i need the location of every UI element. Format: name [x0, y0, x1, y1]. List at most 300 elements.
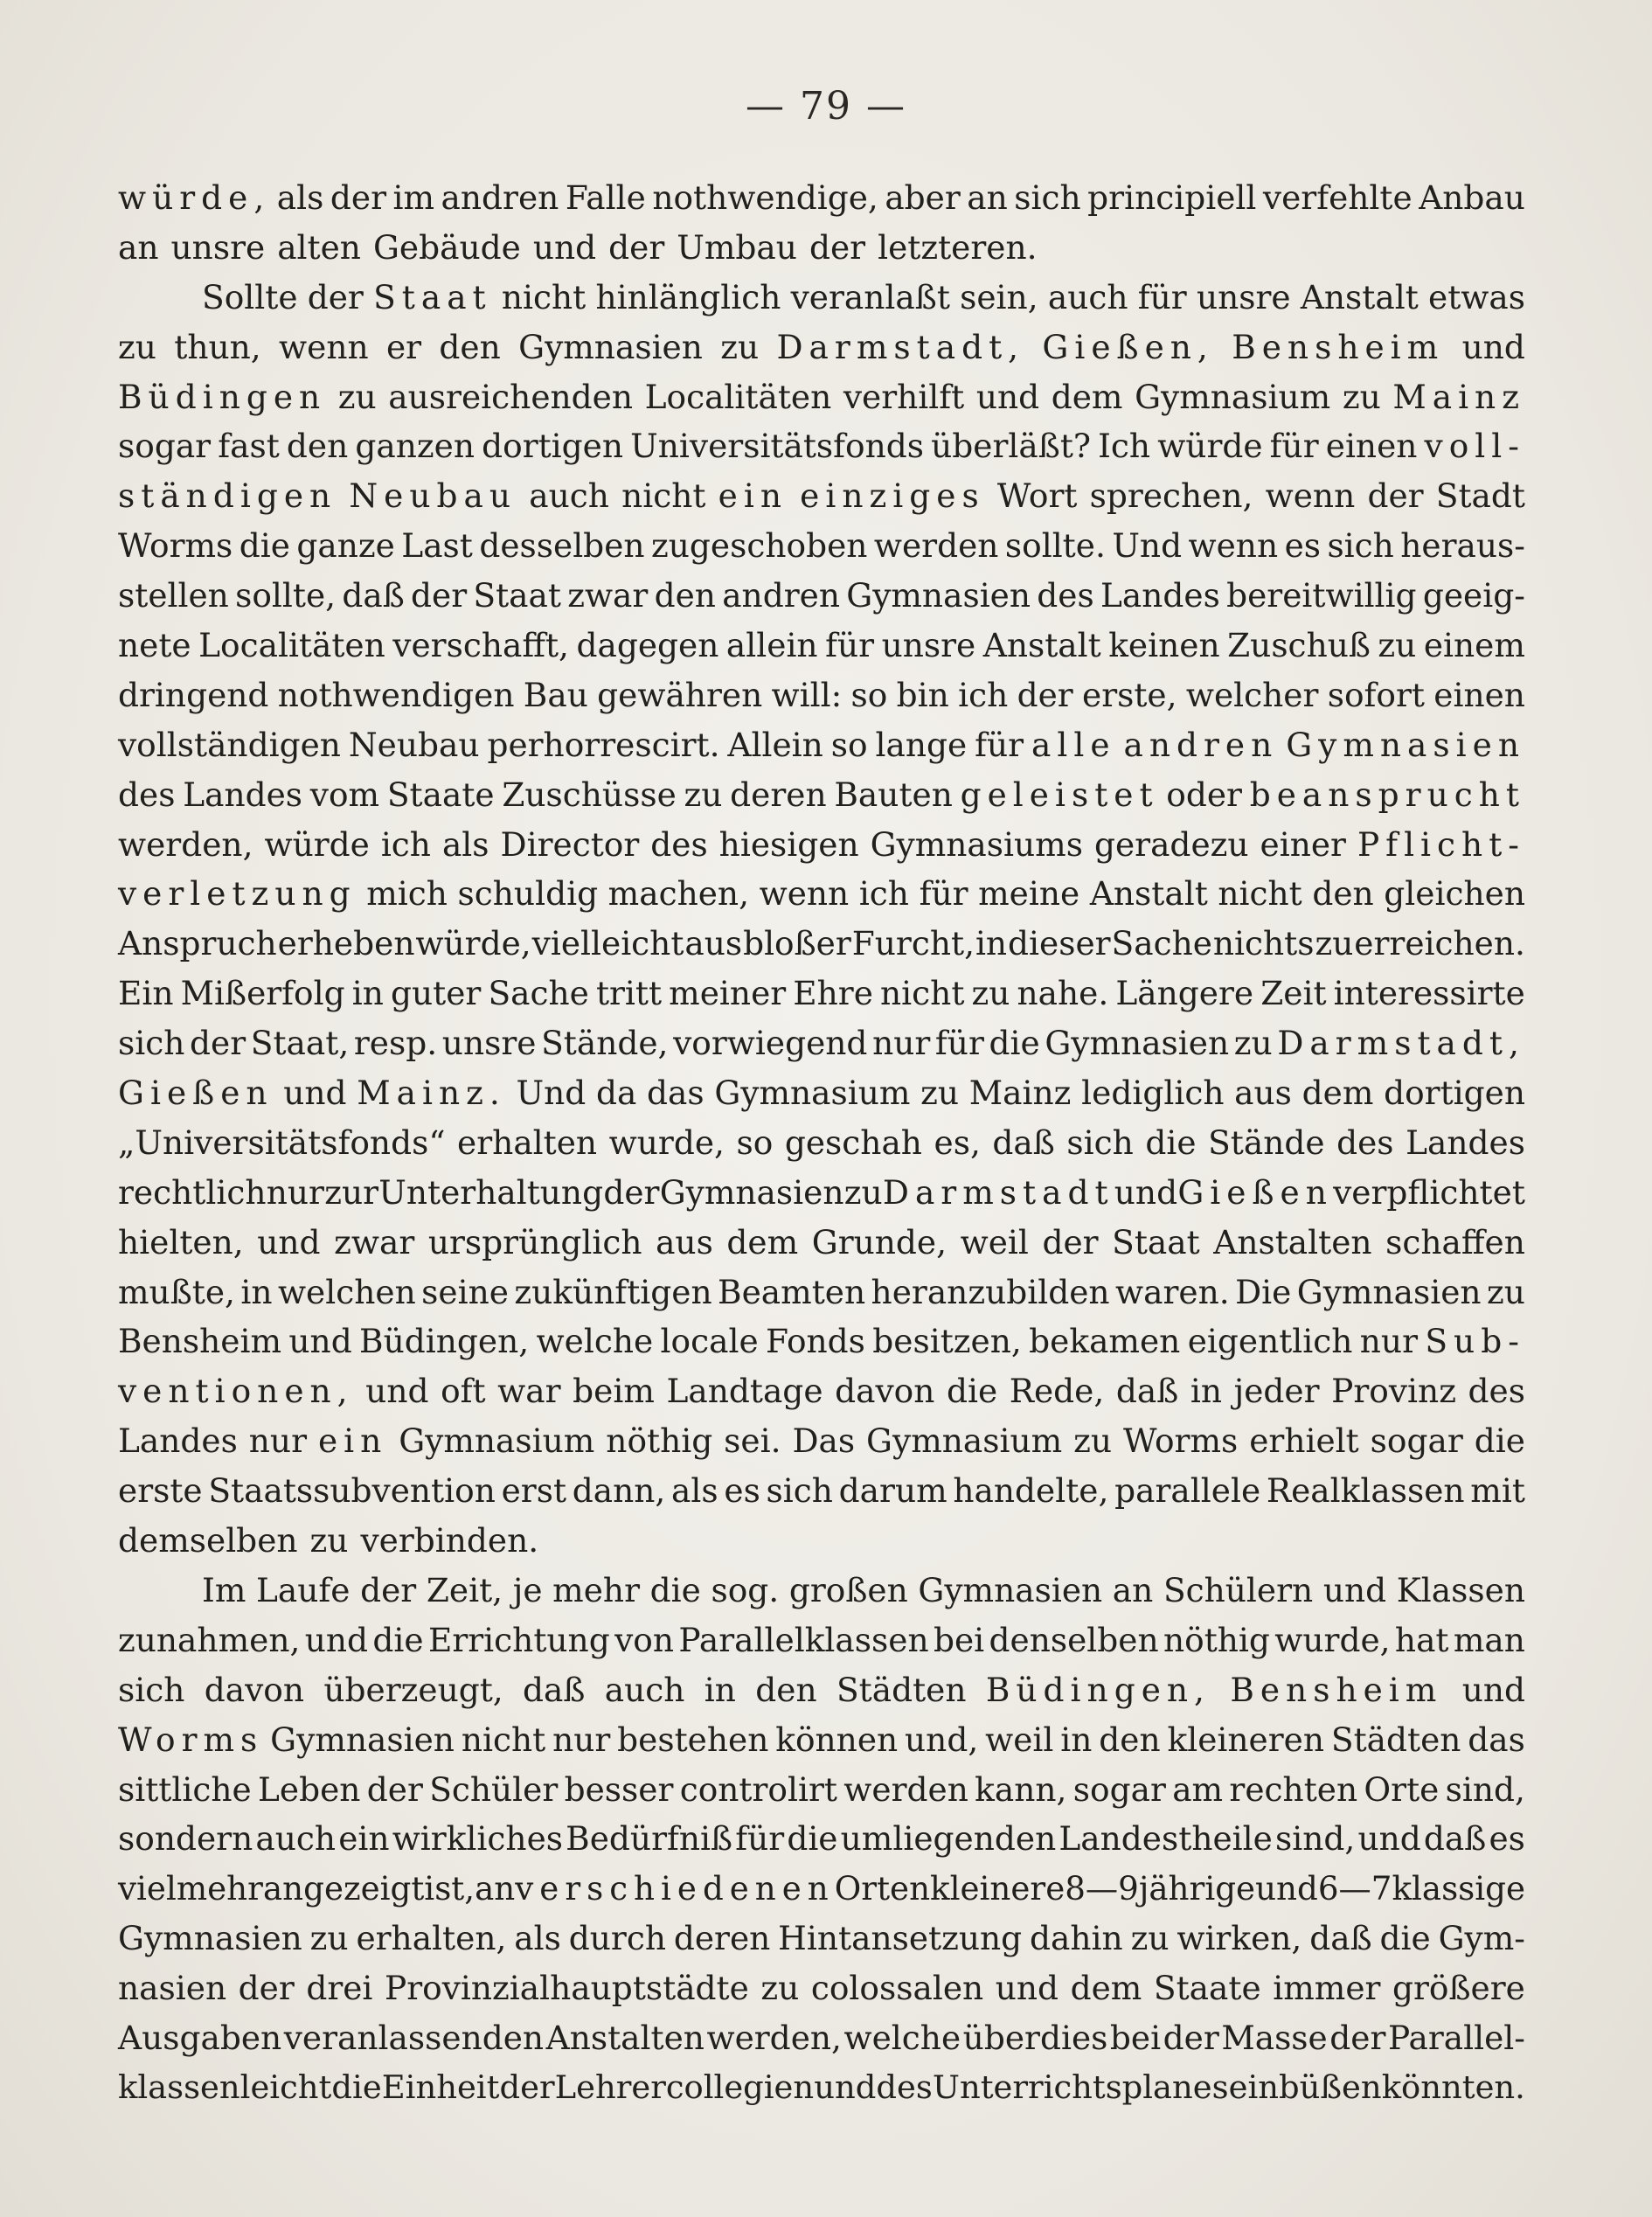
- spaced-word: andren: [1123, 725, 1279, 764]
- text-line: [118, 323, 1525, 372]
- text-line: [118, 1914, 1525, 1963]
- word: etwas: [1428, 277, 1525, 316]
- word: Falle: [565, 178, 646, 217]
- spaced-word: geleistet: [960, 775, 1159, 814]
- word: es: [1489, 1819, 1525, 1859]
- text-line: [118, 820, 1525, 870]
- word: fast: [218, 427, 280, 466]
- word: Ich: [1098, 427, 1151, 466]
- word: auch: [529, 476, 609, 516]
- word: der: [1329, 2018, 1386, 2057]
- word: der: [809, 227, 866, 267]
- word: daß: [1309, 1919, 1372, 1958]
- word: geeig-: [1422, 576, 1525, 615]
- word: ursprünglich: [427, 1222, 642, 1261]
- word: Ein: [118, 974, 174, 1013]
- word: Sache: [488, 974, 589, 1013]
- word: unsre: [881, 626, 976, 665]
- word: verbinden.: [360, 1521, 539, 1560]
- text-line: [118, 173, 1525, 223]
- word: der: [307, 277, 364, 316]
- word: Leben: [258, 1769, 361, 1809]
- word: in: [351, 974, 384, 1013]
- word: und: [1357, 1819, 1421, 1859]
- word: und: [1461, 1670, 1525, 1709]
- word: für: [975, 725, 1024, 764]
- word: Neubau: [348, 725, 480, 764]
- spaced-word: Gymnasien: [1286, 725, 1525, 764]
- text-line: [118, 1516, 1525, 1566]
- word: meiner: [669, 974, 787, 1013]
- word: Realklassen: [1266, 1471, 1465, 1511]
- spaced-word: ständigen: [118, 476, 337, 516]
- word: den: [654, 576, 716, 615]
- page-number: — 79 —: [746, 84, 906, 129]
- word: meine: [978, 874, 1080, 914]
- text-line: [118, 720, 1525, 770]
- word: des: [118, 775, 176, 814]
- word: den: [1312, 874, 1374, 914]
- word: welchen: [277, 1272, 416, 1311]
- word: kleineren: [1167, 1720, 1325, 1759]
- word: mußte,: [118, 1272, 235, 1311]
- word: durch: [568, 1919, 666, 1958]
- text-line: [118, 1466, 1525, 1516]
- word: es: [724, 1471, 760, 1511]
- word: sogar: [1072, 1769, 1166, 1809]
- word: dann,: [572, 1471, 666, 1511]
- word: rechten: [1229, 1769, 1358, 1809]
- word: zu: [1315, 924, 1354, 963]
- word: dieser: [1008, 924, 1111, 963]
- word: zunahmen,: [118, 1620, 301, 1659]
- word: geschah: [784, 1122, 922, 1162]
- word: den: [286, 427, 349, 466]
- word: dahin: [1030, 1919, 1123, 1958]
- word: der: [1017, 675, 1073, 714]
- word: so: [850, 675, 888, 714]
- word: Furcht,: [851, 924, 975, 963]
- text-line: [118, 1366, 1525, 1416]
- word: von: [614, 1620, 674, 1659]
- text-line: [118, 1416, 1525, 1466]
- word: werden: [843, 1769, 968, 1809]
- text-line: [118, 621, 1525, 671]
- spaced-word: Gießen: [1177, 1172, 1333, 1212]
- word: Ehre: [793, 974, 873, 1013]
- word: ganzen: [355, 427, 475, 466]
- word: Landestheile: [1059, 1819, 1273, 1859]
- spaced-word: ein: [317, 1421, 388, 1461]
- word: werden,: [706, 2018, 842, 2057]
- word: und: [288, 1322, 352, 1361]
- word: parallele: [1114, 1471, 1261, 1511]
- word: sich: [118, 1670, 185, 1709]
- word: verhilft: [843, 377, 965, 416]
- word: sogar: [118, 427, 212, 466]
- word: Bedürfniß: [566, 1819, 733, 1859]
- word: und: [283, 1074, 347, 1113]
- word: sich: [1014, 178, 1081, 217]
- word: für: [825, 626, 875, 665]
- word: nöthig: [1163, 1620, 1270, 1659]
- word: schaffen: [1385, 1222, 1525, 1261]
- word: Anstalt: [1300, 277, 1419, 316]
- word: sittliche: [118, 1769, 252, 1809]
- text-line: [118, 1068, 1525, 1118]
- word: davon: [835, 1372, 935, 1411]
- word: nur: [248, 1421, 308, 1461]
- word: nothwendigen: [277, 675, 515, 714]
- word: und: [995, 1969, 1059, 2008]
- word: das: [647, 1074, 705, 1113]
- word: thun,: [174, 327, 261, 366]
- word: Einheit: [381, 2068, 500, 2106]
- word: Orte: [1364, 1769, 1440, 1809]
- word: aus: [1234, 1074, 1292, 1113]
- word: Errichtung: [427, 1620, 610, 1659]
- text-line: [118, 273, 1525, 323]
- word: auch: [1047, 277, 1128, 316]
- word: zu: [1233, 1024, 1273, 1063]
- text-line: [118, 1765, 1525, 1815]
- word: für: [919, 874, 968, 914]
- text-line: [118, 1864, 1525, 1914]
- word: würde,: [415, 924, 531, 963]
- word: Anstalt: [982, 626, 1101, 665]
- text-line: [118, 1963, 1525, 2013]
- text-line: [118, 1118, 1525, 1168]
- word: und: [1461, 327, 1525, 366]
- word: handelte,: [953, 1471, 1109, 1511]
- word: heraus-: [1400, 526, 1525, 566]
- word: Stände,: [541, 1024, 669, 1063]
- word: war: [497, 1372, 561, 1411]
- word: hinlänglich: [595, 277, 781, 316]
- word: deren: [673, 1919, 771, 1958]
- word: der: [360, 1570, 417, 1609]
- word: bekamen: [1029, 1322, 1181, 1361]
- text-line: [118, 2013, 1525, 2063]
- word: erreichen.: [1354, 924, 1525, 963]
- word: oder: [1166, 775, 1242, 814]
- word: bloßer: [743, 924, 851, 963]
- word: einen: [1433, 675, 1525, 714]
- word: mit: [1470, 1471, 1525, 1511]
- word: davon: [204, 1670, 305, 1709]
- word: nicht: [461, 1720, 546, 1759]
- word: vollständigen: [118, 725, 341, 764]
- word: Allein: [727, 725, 823, 764]
- word: Unterhaltung: [378, 1172, 604, 1212]
- word: hielten,: [118, 1222, 244, 1261]
- text-line: [118, 2063, 1525, 2113]
- word: Gym-: [1438, 1919, 1525, 1958]
- word: als: [671, 1471, 718, 1511]
- word: bin: [896, 675, 949, 714]
- spaced-word: Pflicht-: [1357, 824, 1525, 864]
- word: Sollte: [202, 277, 298, 316]
- word: einem: [1423, 626, 1525, 665]
- word: der: [330, 178, 386, 217]
- word: weil: [985, 1720, 1054, 1759]
- word: klassen: [118, 2068, 240, 2106]
- word: bei: [1109, 2018, 1162, 2057]
- word: beim: [573, 1372, 655, 1411]
- word: und,: [905, 1720, 979, 1759]
- word: Staat: [473, 576, 561, 615]
- spaced-word: beansprucht: [1249, 775, 1525, 814]
- word: und: [1322, 1570, 1387, 1609]
- spaced-word: Büdingen: [118, 377, 327, 416]
- word: mehr: [552, 1570, 641, 1609]
- word: Zeit: [1260, 974, 1327, 1013]
- word: an: [475, 1869, 516, 1908]
- word: Gymnasiums: [870, 824, 1083, 864]
- text-line: [118, 521, 1525, 571]
- text-line: [118, 1317, 1525, 1366]
- word: nicht: [621, 476, 706, 516]
- word: Worms: [1122, 1421, 1239, 1461]
- word: besitzen,: [872, 1322, 1022, 1361]
- word: wenn: [1265, 476, 1356, 516]
- word: dem: [1070, 1969, 1142, 2008]
- word: besser: [564, 1769, 674, 1809]
- word: Gymnasien: [270, 1720, 455, 1759]
- word: den: [1099, 1720, 1161, 1759]
- word: Und: [1112, 526, 1183, 566]
- word: und: [814, 2068, 877, 2106]
- word: unsre: [1196, 277, 1291, 316]
- word: lediglich: [1081, 1074, 1225, 1113]
- word: die: [1379, 1919, 1431, 1958]
- word: Rede,: [1009, 1372, 1105, 1411]
- word: Anstalt: [1089, 874, 1208, 914]
- word: des: [650, 824, 708, 864]
- word: „Universitätsfonds“: [118, 1122, 446, 1162]
- word: zu: [971, 974, 1010, 1013]
- word: Localitäten: [644, 377, 832, 416]
- word: andren: [441, 178, 559, 217]
- word: rechtlich: [118, 1172, 267, 1212]
- word: zu: [720, 327, 760, 366]
- word: controlirt: [679, 1769, 837, 1809]
- word: dringend: [118, 675, 269, 714]
- word: ich: [958, 675, 1009, 714]
- word: vielleicht: [531, 924, 684, 963]
- word: locale: [660, 1322, 759, 1361]
- word: werden: [873, 526, 999, 566]
- word: aber: [885, 178, 961, 217]
- word: ich: [858, 874, 909, 914]
- word: denselben: [989, 1620, 1159, 1659]
- word: Anspruch: [118, 924, 277, 963]
- word: bei: [933, 1620, 985, 1659]
- word: ein: [338, 1819, 390, 1859]
- text-line: [118, 1018, 1525, 1068]
- word: die: [649, 1570, 701, 1609]
- word: Orten: [834, 1869, 931, 1908]
- word: Das: [792, 1421, 856, 1461]
- text-line: [118, 869, 1525, 919]
- word: welche: [843, 2018, 961, 2057]
- word: sind,: [1274, 1819, 1356, 1859]
- spaced-word: Darmstadt,: [1277, 1024, 1525, 1063]
- word: erhielt: [1249, 1421, 1359, 1461]
- word: drei: [306, 1969, 373, 2008]
- word: zu: [309, 1521, 349, 1560]
- word: Gymnasien: [1296, 1272, 1482, 1311]
- word: resp.: [353, 1024, 438, 1063]
- word: zugeschoben: [650, 526, 868, 566]
- word: hat: [1394, 1620, 1449, 1659]
- word: Schülern: [1163, 1570, 1314, 1609]
- spaced-word: Neubau: [349, 476, 517, 516]
- word: da: [595, 1074, 637, 1113]
- word: Ausgaben: [118, 2018, 282, 2057]
- word: Gymnasium: [866, 1421, 1063, 1461]
- word: der: [411, 576, 468, 615]
- word: die: [372, 1620, 424, 1659]
- word: Gymnasien: [118, 1919, 302, 1958]
- word: wenn: [279, 327, 369, 366]
- word: Staate: [1153, 1969, 1261, 2008]
- word: nicht: [880, 974, 965, 1013]
- word: Parallelklassen: [678, 1620, 929, 1659]
- word: erste: [118, 1471, 203, 1511]
- word: an: [967, 178, 1008, 217]
- word: Staatssubvention: [208, 1471, 496, 1511]
- word: nur: [552, 1720, 611, 1759]
- word: Parallel-: [1387, 2018, 1525, 2057]
- word: die: [1145, 1122, 1197, 1162]
- word: letzteren.: [878, 227, 1038, 267]
- word: auch: [255, 1819, 337, 1859]
- word: Provinzialhauptstädte: [384, 1969, 749, 2008]
- word: an: [118, 227, 159, 267]
- word: der: [366, 1769, 423, 1809]
- text-line: [118, 1715, 1525, 1765]
- word: allein: [725, 626, 818, 665]
- word: Die: [1235, 1272, 1292, 1311]
- word: zu: [309, 1919, 349, 1958]
- word: Grunde,: [811, 1222, 947, 1261]
- word: der: [190, 1024, 246, 1063]
- word: weil: [960, 1222, 1029, 1261]
- word: Gymnasium: [399, 1421, 595, 1461]
- spaced-word: Sub-: [1425, 1322, 1525, 1361]
- word: unsre: [170, 227, 266, 267]
- word: sprechen,: [1089, 476, 1253, 516]
- word: des: [876, 2068, 933, 2106]
- word: in: [240, 1272, 273, 1311]
- word: die: [331, 2068, 382, 2106]
- word: Director: [500, 824, 640, 864]
- word: für: [934, 1024, 984, 1063]
- word: und: [532, 227, 597, 267]
- spaced-word: Darmstadt,: [776, 327, 1025, 366]
- word: daß: [523, 1670, 586, 1709]
- text-line: [118, 969, 1525, 1018]
- word: hiesigen: [718, 824, 859, 864]
- word: Mainz: [968, 1074, 1072, 1113]
- word: so: [830, 725, 868, 764]
- word: zu: [760, 1969, 800, 2008]
- word: Klassen: [1396, 1570, 1525, 1609]
- word: die: [989, 1024, 1040, 1063]
- word: für: [1269, 427, 1319, 466]
- word: es: [1284, 526, 1321, 566]
- word: größere: [1392, 1969, 1525, 2008]
- word: Bau: [523, 675, 588, 714]
- word: zu: [920, 1074, 960, 1113]
- word: sei.: [724, 1421, 781, 1461]
- spaced-word: verletzung: [118, 874, 357, 914]
- text-line: [118, 223, 1525, 273]
- word: wirken,: [1177, 1919, 1302, 1958]
- word: als: [276, 178, 324, 217]
- word: in: [1190, 1372, 1223, 1411]
- word: zu: [1073, 1421, 1113, 1461]
- word: angezeigt: [262, 1869, 425, 1908]
- word: als: [441, 824, 489, 864]
- word: dortigen: [482, 427, 624, 466]
- word: das: [1468, 1720, 1525, 1759]
- spaced-word: einziges: [800, 476, 985, 516]
- word: der: [499, 2068, 555, 2106]
- word: verschafft,: [392, 626, 569, 665]
- word: die: [239, 526, 290, 566]
- word: Unterrichtsplanes: [932, 2068, 1229, 2106]
- text-line: [118, 421, 1525, 471]
- word: sondern: [118, 1819, 253, 1859]
- word: daß: [992, 1122, 1055, 1162]
- word: aus: [684, 924, 743, 963]
- word: der: [603, 1172, 660, 1212]
- word: sich: [1327, 526, 1394, 566]
- word: Mißerfolg: [180, 974, 345, 1013]
- word: Stände: [1208, 1122, 1325, 1162]
- word: aus: [656, 1222, 713, 1261]
- word: man: [1453, 1620, 1525, 1659]
- word: nöthig: [606, 1421, 713, 1461]
- spaced-word: alle: [1031, 725, 1116, 764]
- word: für: [735, 1819, 785, 1859]
- word: Landes: [1100, 576, 1220, 615]
- word: erst: [501, 1471, 567, 1511]
- word: oft: [441, 1372, 486, 1411]
- word: Bensheim: [118, 1322, 282, 1361]
- word: sofort: [1327, 675, 1425, 714]
- word: je: [512, 1570, 543, 1609]
- word: waren.: [1115, 1272, 1230, 1311]
- spaced-word: Staat: [373, 277, 492, 316]
- word: ganze: [296, 526, 395, 566]
- word: Schüler: [429, 1769, 559, 1809]
- word: Landes: [183, 775, 303, 814]
- word: Gymnasien: [1045, 1024, 1230, 1063]
- text-line: [118, 1218, 1525, 1268]
- word: dem: [726, 1222, 799, 1261]
- word: sich: [1066, 1122, 1134, 1162]
- word: gleichen: [1384, 874, 1525, 914]
- word: zukünftigen: [514, 1272, 712, 1311]
- word: zwar: [334, 1222, 415, 1261]
- spaced-word: würde,: [118, 178, 271, 217]
- word: so: [736, 1122, 774, 1162]
- word: guter: [390, 974, 482, 1013]
- word: Städten: [836, 1670, 967, 1709]
